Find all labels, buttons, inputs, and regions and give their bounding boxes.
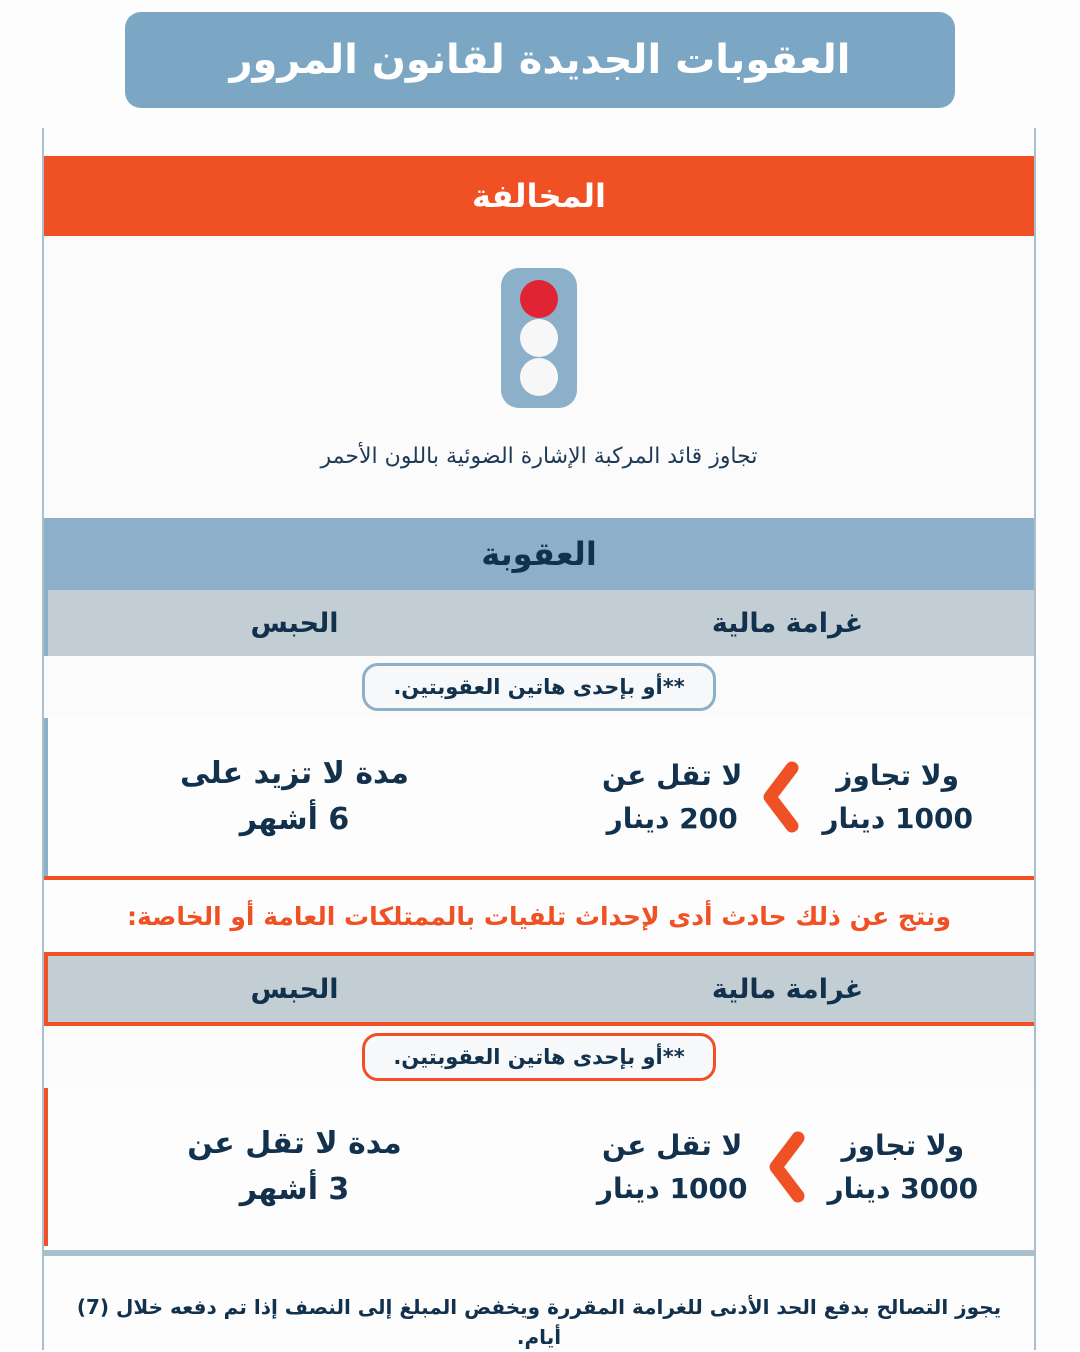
penalty-table-2-jail-value [187, 1121, 401, 1214]
penalty-table-2-jail-line2: 3 أشهر [239, 1172, 350, 1207]
penalty-table-2-fine-header: غرامة مالية [711, 973, 864, 1005]
penalty-table-1-note-row [44, 656, 1034, 718]
penalty-table-1-jail-line1: مدة لا تزيد على [180, 755, 409, 791]
penalty-table-1-fine-cell [541, 718, 1034, 876]
penalty-table-2-fine-cell [541, 1088, 1034, 1246]
penalty-table-2-fine-min-line2: 1000 دينار [596, 1172, 748, 1205]
penalty-table-2-fine-min-line1: لا تقل عن [602, 1128, 743, 1162]
penalty-table-2-value-row [44, 1088, 1034, 1246]
penalty-table-1-fine-group [541, 754, 1034, 841]
penalty-header-label: العقوبة [481, 535, 597, 573]
footer-note: يجوز التصالح بدفع الحد الأدنى للغرامة المقررة ويخفض المبلغ إلى النصف إذا تم دفعه خلال (7) أيام. [76, 1295, 1002, 1349]
penalty-table-1-value-row [44, 718, 1034, 876]
aggravating-condition-note [44, 876, 1034, 952]
penalty-table-2-fine-min [597, 1124, 748, 1211]
penalty-table-1 [44, 590, 1034, 876]
violation-header-label: المخالفة [472, 177, 606, 215]
penalty-table-2-fine-max [828, 1124, 979, 1211]
penalty-section-header [44, 518, 1034, 590]
penalty-table-2-jail-header: الحبس [44, 956, 541, 1022]
penalty-table-1-fine-min-line1: لا تقل عن [602, 758, 743, 792]
penalty-table-2-jail-line1: مدة لا تقل عن [187, 1125, 402, 1161]
chevron-left-icon [766, 1130, 810, 1204]
penalty-table-2-note-badge: **أو بإحدى هاتين العقوبتين. [362, 1033, 715, 1081]
penalty-table-2-fine-max-line2: 3000 دينار [827, 1172, 979, 1205]
penalty-table-1-fine-min [602, 754, 742, 841]
penalty-table-2-jail-cell [44, 1088, 541, 1246]
aggravating-condition-text: ونتج عن ذلك حادث أدى لإحداث تلفيات بالممتلكات العامة أو الخاصة: [127, 901, 952, 931]
traffic-light-yellow-lamp-icon [520, 319, 558, 357]
penalty-table-1-header-row [44, 590, 1034, 656]
penalty-table-2-fine-max-line1: ولا تجاوز [841, 1128, 965, 1162]
penalty-table-1-jail-line2: 6 أشهر [239, 802, 350, 837]
penalty-table-1-jail-header: الحبس [44, 590, 541, 656]
penalty-table-2-fine-group [541, 1124, 1034, 1211]
penalty-table-1-fine-max [822, 754, 973, 841]
penalty-table-1-fine-header: غرامة مالية [711, 607, 864, 639]
traffic-light-red-lamp-icon [520, 280, 558, 318]
penalty-table-1-jail-cell [44, 718, 541, 876]
content-frame [42, 128, 1036, 1350]
penalty-table-2 [44, 952, 1034, 1246]
title-banner-wrapper [0, 12, 1080, 108]
penalty-table-2-header-row [44, 952, 1034, 1026]
penalty-table-2-note-row [44, 1026, 1034, 1088]
traffic-light-icon [501, 268, 577, 408]
content-inner [44, 128, 1034, 1350]
traffic-light-green-lamp-icon [520, 358, 558, 396]
violation-section-header [44, 156, 1034, 236]
violation-body [44, 236, 1034, 518]
violation-caption: تجاوز قائد المركبة الإشارة الضوئية باللون الأحمر [320, 444, 758, 469]
penalty-table-1-jail-value [180, 751, 409, 844]
title-banner [125, 12, 955, 108]
page-title: العقوبات الجديدة لقانون المرور [229, 37, 851, 83]
penalty-table-1-fine-min-line2: 200 دينار [606, 802, 738, 835]
penalty-table-1-fine-max-line2: 1000 دينار [822, 802, 973, 835]
penalty-table-1-fine-max-line1: ولا تجاوز [836, 758, 960, 792]
chevron-left-icon [760, 760, 804, 834]
penalty-table-1-note-badge: **أو بإحدى هاتين العقوبتين. [362, 663, 715, 711]
